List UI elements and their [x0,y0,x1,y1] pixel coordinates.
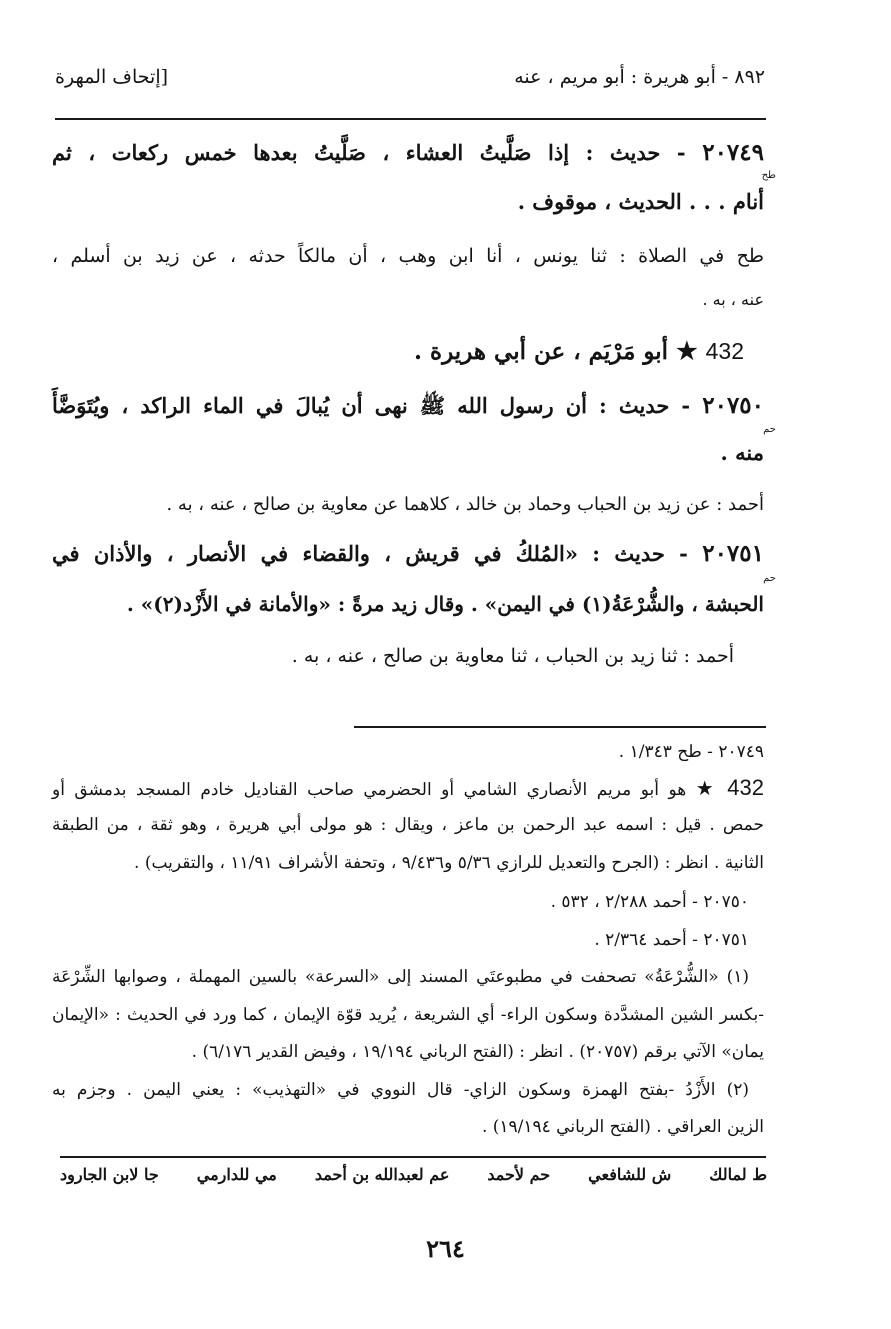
narrator-432-text: أبو مَرْيَم ، عن أبي هريرة . [414,338,669,365]
footnote-20749: ٢٠٧٤٩ - طح ١/٣٤٣ . [618,742,764,762]
entry-20750-line2: منه . [720,440,764,465]
book-title: [إتحاف المهرة [55,66,169,88]
entry-20751-line1 [52,540,764,567]
footnote-narrator-number: 432 [727,775,764,800]
footnote-1-line1: (١) «الشُّرْعَةُ» تصحفت في مطبوعتَي المسند إلى «السرعة» بالسين المهملة ، وصوابها الشِّرْعَة [52,967,749,987]
entry-20749-tag: طح [761,170,776,181]
running-title: ٨٩٢ - أبو هريرة : أبو مريم ، عنه [514,66,765,88]
source-legend [60,1165,767,1184]
narrator-432-number: 432 [705,338,744,364]
footnote-2-line1: (٢) الأَزْدُ -بفتح الهمزة وسكون الزاي- قال النووي في «التهذيب» : يعني اليمن . وجزم به [52,1080,749,1100]
entry-20751-text1: - حديث : «المُلكُ في قريش ، والقضاء في الأنصار ، والأذان في [52,541,688,566]
entry-20750-number: ٢٠٧٥٠ [702,392,765,419]
entry-20749-source-line2: عنه ، به . [702,290,764,309]
star-icon: ★ [676,336,698,365]
legend-item: مي للدارمي [196,1165,277,1184]
entry-20750-tag: حم [763,424,776,435]
entry-20749-number: ٢٠٧٤٩ [702,139,764,166]
entry-20749-source-line1: طح في الصلاة : ثنا يونس ، أنا ابن وهب ، أن مالكاً حدثه ، عن زيد بن أسلم ، [52,245,764,267]
star-icon: ★ [695,776,718,800]
footnote-20750: ٢٠٧٥٠ - أحمد ٢/٢٨٨ ، ٥٣٢ . [550,892,749,912]
entry-20749-text1: - حديث : إذا صَلَّيتُ العشاء ، صَلَّيتُ بعدها خمس ركعات ، ثم [52,140,686,165]
footnote-1-line2: -بكسر الشين المشدَّدة وسكون الراء- أي الشريعة ، يُريد قوّة الإيمان ، كما ورد في الحديث : «الإيمان [52,1005,764,1025]
legend-rule [60,1156,766,1158]
footnote-narrator-text1: هو أبو مريم الأنصاري الشامي أو الحضرمي صاحب القناديل خادم المسجد بدمشق أو [52,780,687,800]
footnote-2-line2: الزين العراقي . (الفتح الرباني ١٩/١٩٤) . [481,1117,764,1137]
entry-20751-source-line1: أحمد : ثنا زيد بن الحباب ، ثنا معاوية بن صالح ، عنه ، به . [291,645,734,667]
page-number: ٢٦٤ [426,1234,465,1263]
entry-20749-line1 [52,139,764,166]
entry-20750-source-line1: أحمد : عن زيد بن الحباب وحماد بن خالد ، كلاهما عن معاوية بن صالح ، عنه ، به . [166,494,764,515]
footnote-narrator-432-line3: الثانية . انظر : (الجرح والتعديل للرازي ٥/٣٦ و٩/٤٣٦ ، وتحفة الأشراف ١١/٩١ ، والتقريب) . [134,853,764,873]
legend-item: ط لمالك [709,1165,767,1184]
entry-20750-text1: - حديث : أن رسول الله ﷺ نهى أن يُبالَ في الماء الراكد ، ويُتَوَضَّأَ [52,393,691,418]
legend-item: عم لعبدالله بن أحمد [314,1165,450,1184]
header-rule [55,118,766,120]
narrator-432-heading [52,336,744,365]
footnote-narrator-432-line1 [52,775,764,801]
entry-20749-line2: أنام . . . الحديث ، موقوف . [517,189,764,214]
legend-item: حم لأحمد [487,1165,551,1184]
footnote-1-line3: يمان» الآتي برقم (٢٠٧٥٧) . انظر : (الفتح الرباني ١٩/١٩٤ ، وفيض القدير ٦/١٧٦) . [191,1042,764,1062]
entry-20751-tag: حم [763,573,776,584]
legend-item: ش للشافعي [588,1165,672,1184]
footnote-20751: ٢٠٧٥١ - أحمد ٢/٣٦٤ . [594,930,749,950]
footnote-rule [354,726,766,728]
entry-20751-line2: الحبشة ، والشُّرْعَةُ(١) في اليمن» . وقال زيد مرةً : «والأمانة في الأَزْد(٢)» . [126,592,764,616]
entry-20751-number: ٢٠٧٥١ [702,540,764,567]
footnote-narrator-432-line2: حمص . قيل : اسمه عبد الرحمن بن ماعز ، ويقال : هو مولى أبي هريرة ، وهو ثقة ، من الطبقة [52,815,764,835]
legend-item: جا لابن الجارود [60,1165,159,1184]
entry-20750-line1 [52,392,764,424]
